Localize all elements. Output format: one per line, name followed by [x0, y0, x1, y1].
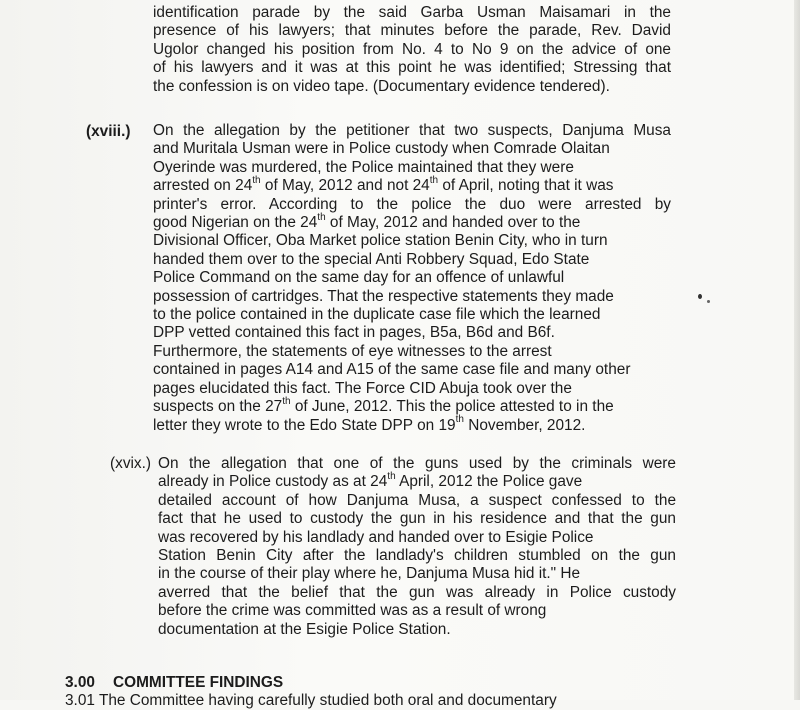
scan-speck [707, 300, 710, 303]
previous-paragraph [153, 4, 671, 96]
prev-line-4: of his lawyers and it was at this point he was identified; Stressing that [153, 59, 671, 77]
prev-line-3: Ugolor changed his position from No. 4 to No 9 on the advice of one [153, 40, 671, 58]
page-edge-shadow [794, 0, 800, 700]
section-next-line-cutoff: 3.01 The Committee having carefully studied both oral and documentary [65, 692, 557, 709]
xviii-line-8: handed them over to the special Anti Robbery Squad, Edo State [153, 250, 590, 268]
xvix-line-9: before the crime was committed was as a result of wrong [158, 602, 547, 620]
xvix-line-1: On the allegation that one of the guns used by the criminals were [158, 455, 676, 472]
xviii-line-14: contained in pages A14 and A15 of the same case file and many other [153, 361, 631, 379]
item-xviii-paragraph [153, 122, 671, 435]
xviii-line-6: good Nigerian on the 24th of May, 2012 and handed over to the [153, 211, 581, 232]
xvix-line-7: in the course of their play where he, Danjuma Musa hid it." He [158, 565, 581, 583]
xviii-line-9: Police Command on the same day for an offence of unlawful [153, 269, 565, 287]
item-number-xvix: (xvix.) [110, 455, 152, 472]
xvix-line-2: already in Police custody as at 24th April, 2012 the Police gave [158, 471, 583, 491]
xvix-line-10: documentation at the Esigie Police Station. [158, 620, 451, 638]
xviii-line-5: printer's error. According to the police the duo were arrested by [153, 195, 671, 213]
xvix-line-6: Station Benin City after the landlady's children stumbled on the gun [158, 547, 676, 565]
xviii-line-7: Divisional Officer, Oba Market police station Benin City, who in turn [153, 232, 608, 250]
xviii-line-13: Furthermore, the statements of eye witnesses to the arrest [153, 342, 552, 360]
xviii-line-16: suspects on the 27th of June, 2012. This the police attested to in the [153, 395, 614, 416]
prev-line-1: identification parade by the said Garba Usman Maisamari in the [153, 4, 671, 21]
xvix-line-8: averred that the belief that the gun was already in Police custody [158, 583, 676, 601]
xviii-line-4: arrested on 24th of May, 2012 and not 24th of April, noting that it was [153, 175, 614, 195]
xviii-line-3: Oyerinde was murdered, the Police maintained that they were [153, 158, 574, 176]
xviii-line-2: and Muritala Usman were in Police custody when Comrade Olaitan [153, 140, 610, 158]
prev-line-5: the confession is on video tape. (Documentary evidence tendered). [153, 77, 610, 95]
scan-speck [698, 294, 702, 299]
item-number-xviii: (xviii.) [86, 123, 131, 140]
xviii-line-1: On the allegation by the petitioner that two suspects, Danjuma Musa [153, 122, 671, 139]
item-xvix-paragraph [158, 455, 676, 639]
xviii-line-17: letter they wrote to the Edo State DPP on 19th November, 2012. [153, 414, 586, 434]
xvix-line-3: detailed account of how Danjuma Musa, a suspect confessed to the [158, 491, 676, 509]
xviii-line-10: possession of cartridges. That the respective statements they made [153, 287, 614, 305]
xviii-line-12: DPP vetted contained this fact in pages, B5a, B6d and B6f. [153, 324, 555, 342]
xvix-line-4: fact that he used to custody the gun in his residence and that the gun [158, 510, 676, 528]
section-title: COMMITTEE FINDINGS [113, 674, 284, 691]
prev-line-2: presence of his lawyers; that minutes before the parade, Rev. David [153, 22, 671, 40]
xviii-line-15: pages elucidated this fact. The Force CID Abuja took over the [153, 379, 572, 397]
section-number: 3.00 [65, 674, 95, 691]
xvix-line-5: was recovered by his landlady and handed over to Esigie Police [158, 528, 594, 546]
xviii-line-11: to the police contained in the duplicate case file which the learned [153, 306, 601, 324]
